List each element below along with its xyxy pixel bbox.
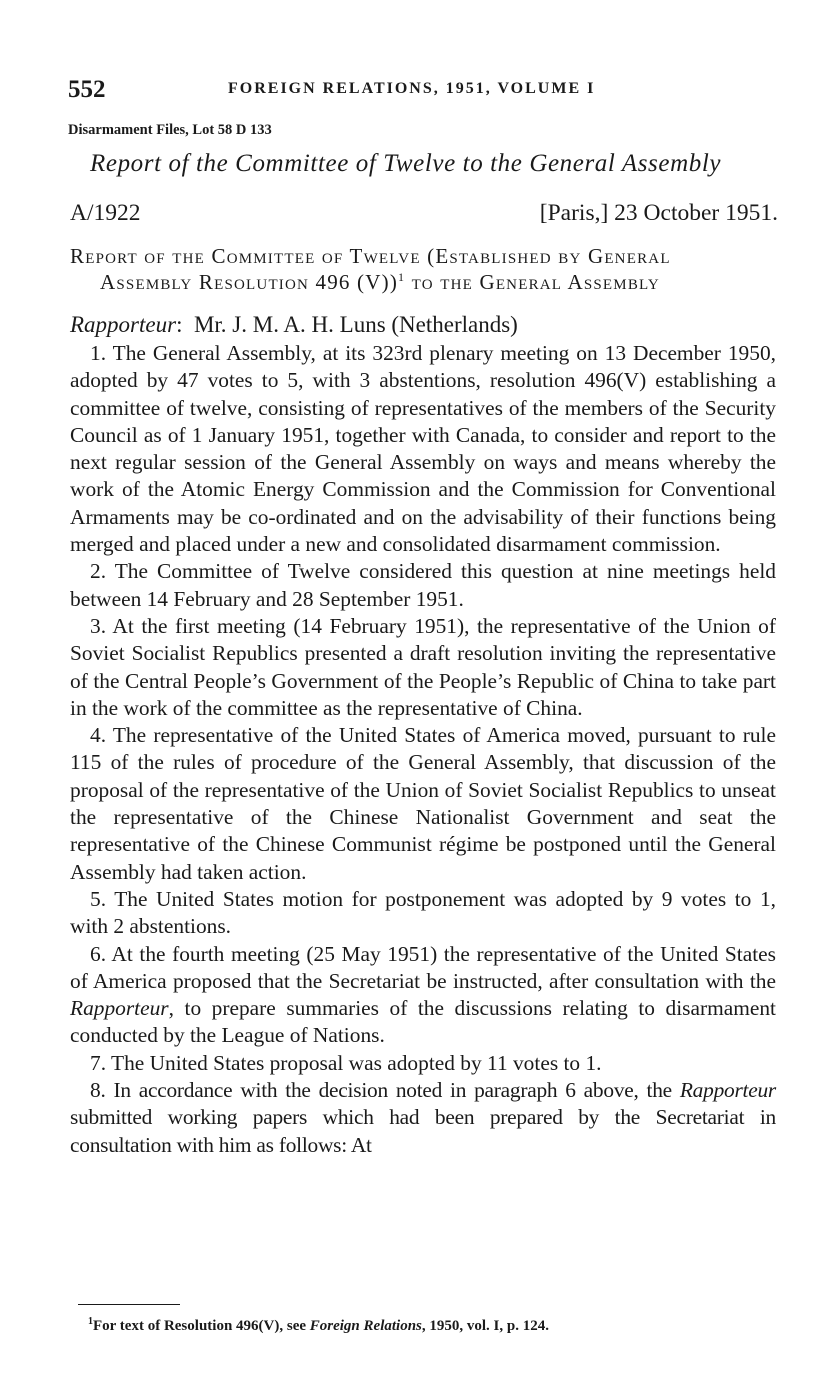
footnote-text-b: , 1950, vol. I, p. 124. [421,1318,549,1334]
report-heading-line-2 [100,270,660,295]
page-number: 552 [68,76,106,103]
footnote-text-a: For text of Resolution 496(V), see [93,1318,310,1334]
footnote-italic: Foreign Relations [309,1318,422,1334]
report-heading-line-1: Report of the Committee of Twelve (Established by General [70,244,671,268]
paragraph-6 [70,941,776,1050]
footnote-reference: 1 [398,270,406,284]
rapporteur-label: Rapporteur [70,312,177,337]
paragraph-8-rapporteur: Rapporteur [679,1078,776,1103]
paragraph-8 [70,1077,776,1159]
report-heading-line-2-part-1: Assembly Resolution 496 (V)) [100,270,399,294]
document-date: [Paris,] 23 October 1951. [539,200,778,226]
running-title: FOREIGN RELATIONS, 1951, VOLUME I [228,80,596,97]
rapporteur-line [70,312,518,338]
paragraph-8-text-b: submitted working papers which had been prepared by the Secretariat in consultation with him as follows: At [70,1105,776,1157]
paragraph-2: 2. The Committee of Twelve considered this question at nine meetings held between 14 February and 28 September 1951. [70,559,776,611]
paragraph-4: 4. The representative of the United States of America moved, pursuant to rule 115 of the rules of procedure of the General Assembly, that discussion of the proposal of the representative of the Union of Soviet Socialist Republics to unseat the representative of the Chinese Nationalist Government and seat the representative of the Chinese Communist régime be postponed until the General Assembly had taken action. [70,723,776,884]
document-title: Report of the Committee of Twelve to the General Assembly [90,150,722,177]
paragraph-7: 7. The United States proposal was adopted by 11 votes to 1. [90,1050,602,1075]
paragraph-1: 1. The General Assembly, at its 323rd plenary meeting on 13 December 1950, adopted by 47 votes to 5, with 3 abstentions, resolution 496(V) establishing a committee of twelve, consisting of representatives of the members of the Security Council as of 1 January 1951, together with Canada, to consider and report to the next regular session of the General Assembly on ways and means whereby the work of the Atomic Energy Commission and the Commission for Conventional Armaments may be co-ordinated and on the advisability of their functions being merged and placed under a new and consolidated disarmament commission. [70,341,776,557]
footnote-marker: 1 [88,1316,93,1327]
rapporteur-name: Mr. J. M. A. H. Luns (Netherlands) [193,312,518,337]
paragraph-5: 5. The United States motion for postponement was adopted by 9 votes to 1, with 2 abstentions. [70,886,776,939]
source-note: Disarmament Files, Lot 58 D 133 [68,122,272,138]
report-heading-line-2-part-2: to the General Assembly [405,270,660,294]
document-number: A/1922 [70,200,141,226]
paragraph-6-text-b: , to prepare summaries of the discussions relating to disarmament conducted by the League of Nations. [70,996,776,1048]
paragraph-3: 3. At the first meeting (14 February 1951), the representative of the Union of Soviet Socialist Republics presented a draft resolution inviting the representative of the Central People’s Government of the People’s Republic of China to take part in the work of the committee as the representative of China. [70,613,776,720]
paragraph-8-text-a: 8. In accordance with the decision noted in paragraph 6 above, the [90,1078,680,1103]
rapporteur-colon: : [176,312,183,337]
footnote-divider [78,1304,180,1305]
report-body [70,340,776,1159]
paragraph-6-rapporteur: Rapporteur [70,996,169,1021]
paragraph-6-text-a: 6. At the fourth meeting (25 May 1951) the representative of the United States of America proposed that the Secretariat be instructed, after consultation with the [70,941,776,993]
footnote [88,1318,549,1335]
